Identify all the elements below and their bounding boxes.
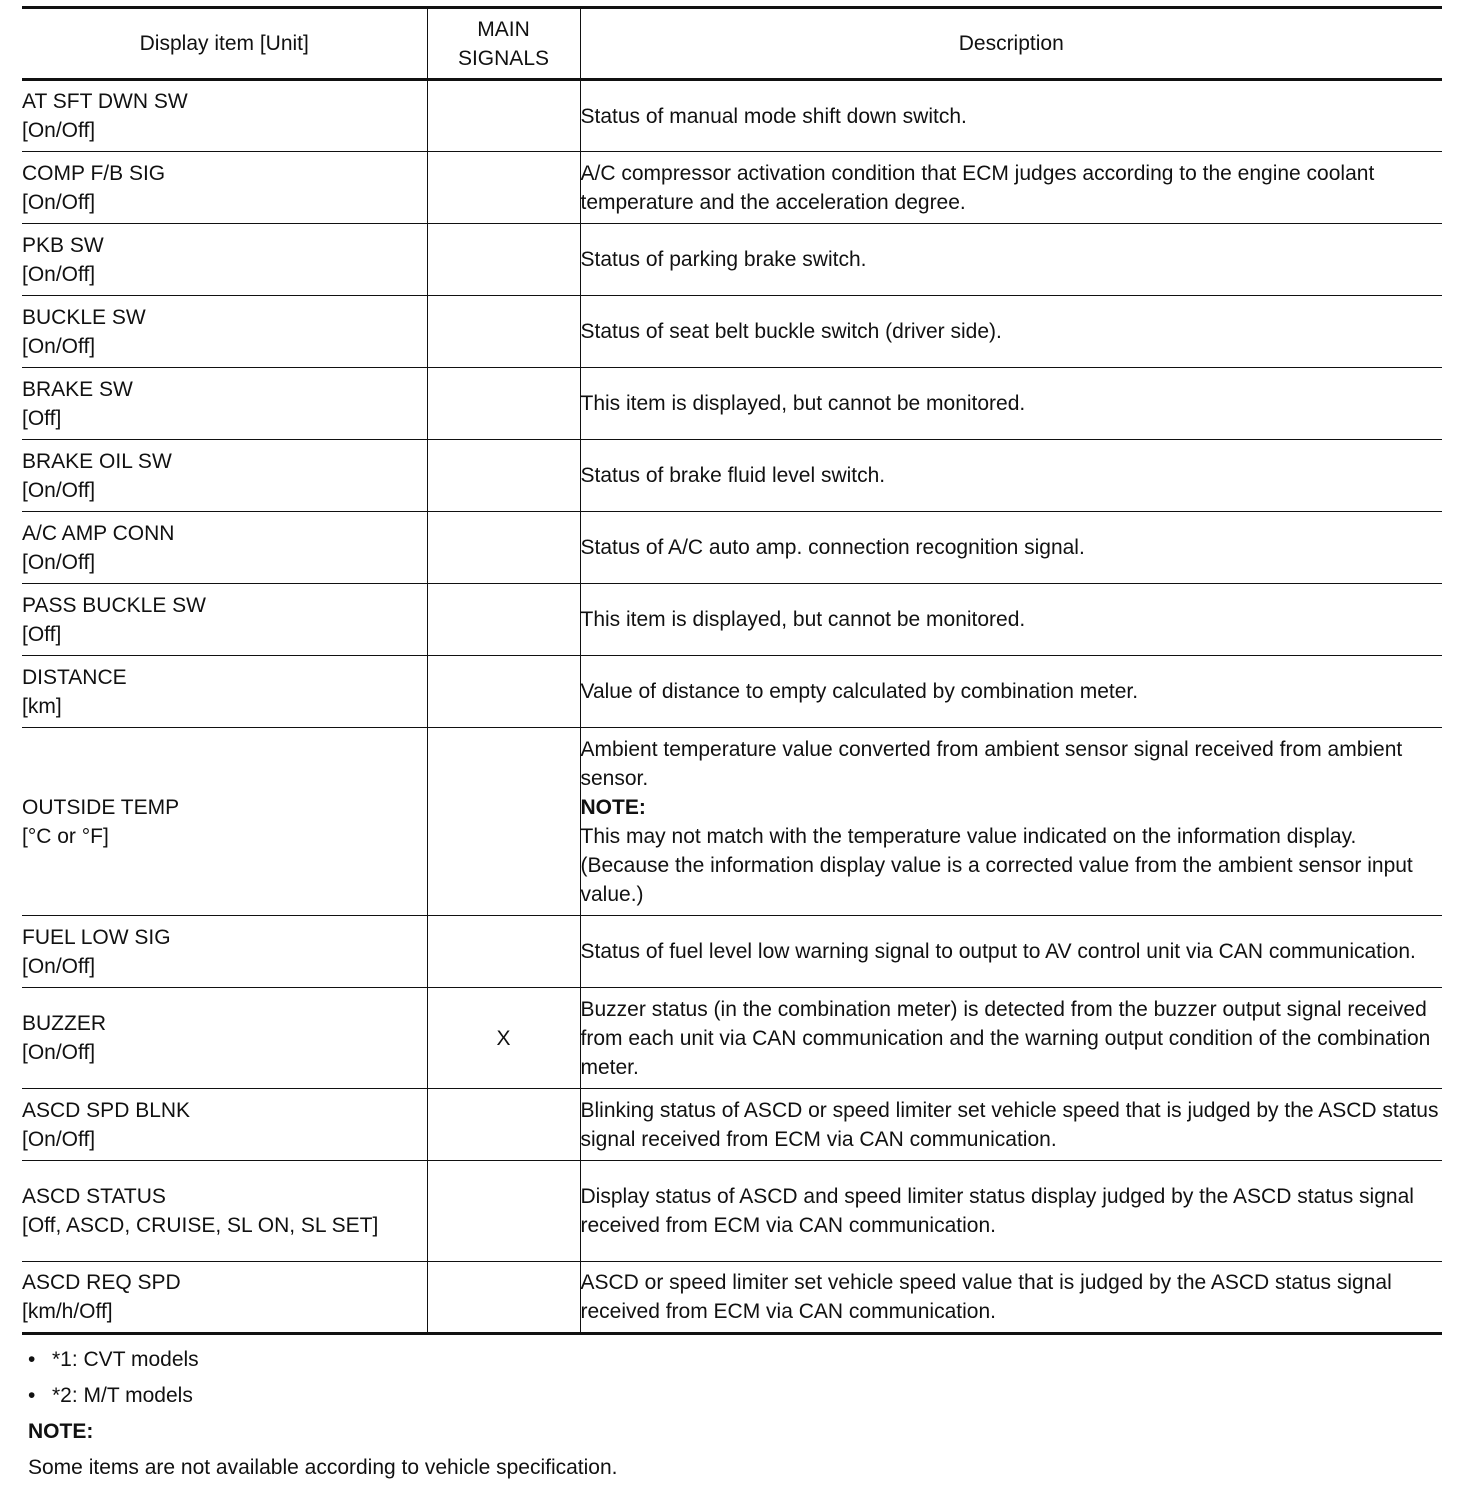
table-row [22,368,1442,440]
footer-note-text: Some items are not available according to vehicle specification. [28,1455,618,1479]
table-header-row [22,8,1442,80]
header-main-signals-line1: MAIN [477,17,530,41]
main-signal-cell [427,728,580,916]
main-signal-cell: X [427,988,580,1089]
table-row [22,80,1442,152]
description-text: Display status of ASCD and speed limiter status display judged by the ASCD status signal received from ECM via CAN communication. [580,1185,1414,1237]
header-main-signals-line2: SIGNALS [457,46,550,70]
table-row [22,916,1442,988]
display-item-cell [22,296,427,368]
item-name: AT SFT DWN SW [22,90,188,113]
main-signal-cell [427,440,580,512]
description-cell [580,80,1442,152]
main-signal-cell [427,1161,580,1262]
main-signal-cell [427,224,580,296]
description-cell [580,728,1442,916]
description-text: Ambient temperature value converted from ambient sensor signal received from ambient sensor. [580,737,1403,790]
footnote-1 [28,1341,617,1377]
display-item-cell [22,584,427,656]
display-item-cell [22,988,427,1089]
display-item-cell [22,512,427,584]
table-row [22,1089,1442,1161]
item-name: ASCD SPD BLNK [22,1098,191,1122]
item-unit: [Off] [22,406,62,430]
item-unit: [On/Off] [22,119,96,142]
item-name: BRAKE SW [22,377,133,401]
display-item-cell [22,1161,427,1262]
header-main-signals [427,8,580,80]
description-text: This item is displayed, but cannot be monitored. [580,608,1026,631]
table-row [22,296,1442,368]
item-unit: [On/Off] [22,550,96,574]
item-unit: [°C or °F] [22,824,109,848]
item-name: BUCKLE SW [22,305,146,329]
main-signal-cell [427,656,580,728]
table-row [22,440,1442,512]
bullet-icon: • [28,1383,36,1407]
item-name: FUEL LOW SIG [22,925,171,949]
main-signal-cell [427,584,580,656]
table-row [22,224,1442,296]
main-signal-cell [427,1089,580,1161]
item-unit: [km/h/Off] [22,1300,113,1323]
display-item-cell [22,224,427,296]
display-item-table [22,6,1442,1335]
description-text: A/C compressor activation condition that ECM judges according to the engine coolant temperature and the acceleration degree. [580,161,1375,214]
main-signal-cell [427,512,580,584]
description-note-text: This may not match with the temperature value indicated on the information display. (Because the information display value is a corrected value from the ambient sensor input value.) [580,824,1413,906]
description-cell [580,656,1442,728]
display-item-cell [22,80,427,152]
footnote-text: *1: CVT models [52,1347,199,1371]
description-cell [580,512,1442,584]
display-item-cell [22,1262,427,1334]
item-unit: [Off, ASCD, CRUISE, SL ON, SL SET] [22,1214,379,1237]
item-unit: [On/Off] [22,262,96,286]
header-display-item: Display item [Unit] [22,8,427,80]
description-cell [580,584,1442,656]
table-row [22,728,1442,916]
table-row [22,656,1442,728]
footer [28,1341,617,1485]
description-cell [580,916,1442,988]
table-row [22,1161,1442,1262]
item-unit: [On/Off] [22,190,96,214]
item-name: BRAKE OIL SW [22,449,172,473]
description-text: Status of A/C auto amp. connection recognition signal. [580,536,1085,559]
description-cell [580,988,1442,1089]
main-signal-cell [427,916,580,988]
description-text: Status of seat belt buckle switch (driver side). [580,320,1002,343]
table-body [22,80,1442,1334]
description-cell [580,296,1442,368]
display-item-cell [22,656,427,728]
display-item-cell [22,1089,427,1161]
item-name: A/C AMP CONN [22,521,175,545]
main-signal-cell [427,80,580,152]
description-text: Status of brake fluid level switch. [580,464,886,487]
item-name: ASCD STATUS [22,1185,166,1208]
table-row [22,1262,1442,1334]
bullet-icon: • [28,1347,36,1371]
footnote-text: *2: M/T models [52,1383,193,1407]
item-name: OUTSIDE TEMP [22,795,180,819]
footnote-2 [28,1377,617,1413]
description-text: Value of distance to empty calculated by combination meter. [580,680,1139,703]
main-signal-cell [427,152,580,224]
item-name: PKB SW [22,233,104,257]
display-item-cell [22,440,427,512]
description-cell [580,1262,1442,1334]
main-signal-cell [427,368,580,440]
item-name: PASS BUCKLE SW [22,593,206,617]
table-row [22,152,1442,224]
description-cell [580,368,1442,440]
description-text: Blinking status of ASCD or speed limiter set vehicle speed that is judged by the ASCD status signal received from ECM via CAN communication. [580,1098,1439,1151]
description-cell [580,152,1442,224]
table-row [22,584,1442,656]
description-text: Status of fuel level low warning signal to output to AV control unit via CAN communication. [580,940,1416,963]
description-cell [580,1161,1442,1262]
item-unit: [On/Off] [22,1127,96,1151]
item-name: ASCD REQ SPD [22,1271,181,1294]
description-text: This item is displayed, but cannot be monitored. [580,392,1026,415]
display-item-cell [22,728,427,916]
description-cell [580,440,1442,512]
description-cell [580,1089,1442,1161]
item-unit: [On/Off] [22,954,96,978]
item-name: BUZZER [22,1012,106,1035]
display-item-cell [22,368,427,440]
item-unit: [km] [22,694,62,718]
description-text: Status of manual mode shift down switch. [580,104,967,128]
item-unit: [On/Off] [22,334,96,358]
item-unit: [On/Off] [22,478,96,502]
item-name: DISTANCE [22,665,127,689]
description-note-label: NOTE: [580,795,646,819]
main-signal-cell [427,296,580,368]
description-text: ASCD or speed limiter set vehicle speed value that is judged by the ASCD status signal received from ECM via CAN communication. [580,1271,1392,1323]
description-cell [580,224,1442,296]
description-text: Buzzer status (in the combination meter) is detected from the buzzer output signal received from each unit via CAN communication and the warning output condition of the combination meter. [580,997,1431,1079]
display-item-cell [22,916,427,988]
item-unit: [On/Off] [22,1041,96,1064]
footer-note-label: NOTE: [28,1419,94,1443]
table-row [22,988,1442,1089]
table-row [22,512,1442,584]
item-unit: [Off] [22,622,62,646]
description-text: Status of parking brake switch. [580,248,867,271]
main-signal-cell [427,1262,580,1334]
header-description: Description [580,8,1442,80]
display-item-cell [22,152,427,224]
item-name: COMP F/B SIG [22,161,166,185]
